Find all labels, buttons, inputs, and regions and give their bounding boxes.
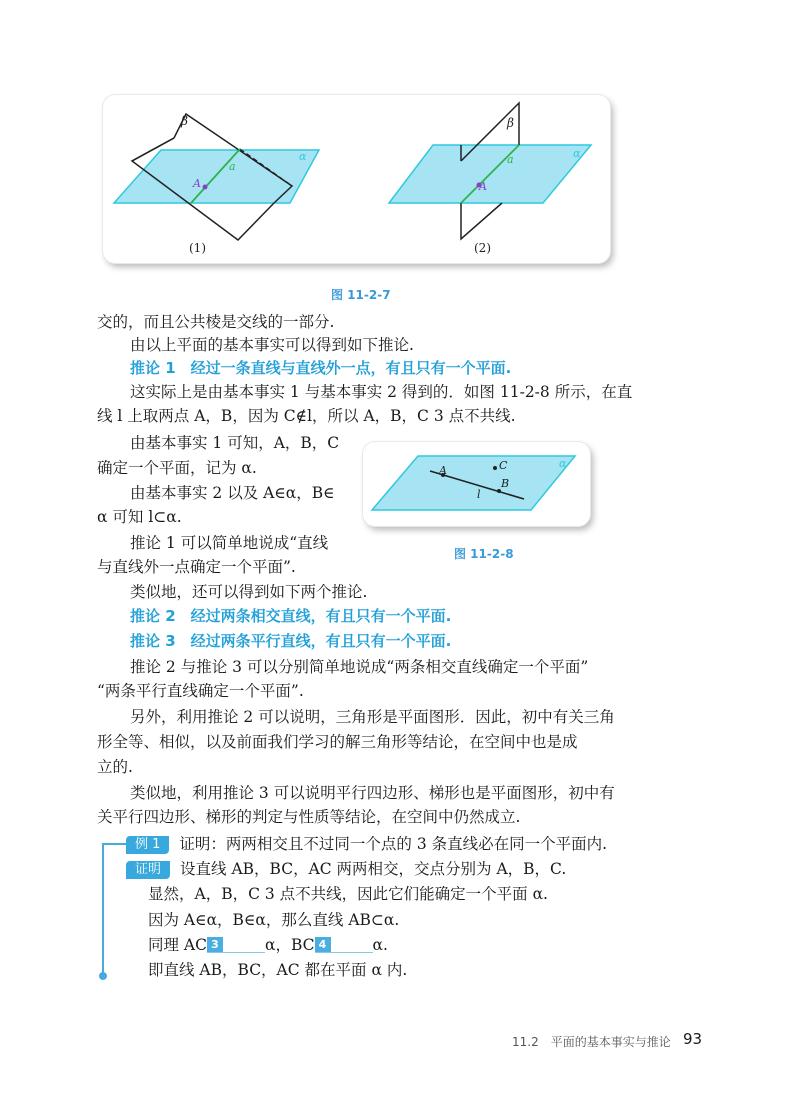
plane-alpha-1 xyxy=(114,150,319,203)
text-line: 形全等、相似，以及前面我们学习的解三角形等结论，在空间中也是成 xyxy=(97,733,578,751)
blank-3-number: 3 xyxy=(207,937,223,952)
proof-line-2: 显然，A，B，C 3 点不共线，因此它们能确定一个平面 α. xyxy=(148,885,548,903)
example-1-statement xyxy=(126,833,607,855)
proof-line-5: 即直线 AB，BC，AC 都在平面 α 内. xyxy=(148,961,408,979)
fill-prefix: 同理 AC xyxy=(148,936,207,954)
point-a-dot-1 xyxy=(203,185,208,190)
section-footer: 11.2 平面的基本事实与推论 xyxy=(512,1035,671,1049)
text-line: 与直线外一点确定一个平面”. xyxy=(97,558,296,576)
example-bracket xyxy=(102,843,126,977)
point-a-label-3: A xyxy=(439,464,447,477)
text-line: 推论 1 可以简单地说成“直线 xyxy=(130,534,329,552)
alpha-label-2: α xyxy=(573,147,581,160)
proof-text: 设直线 AB，BC，AC 两两相交，交点分别为 A，B，C. xyxy=(180,860,567,878)
text-line: 推论 2 与推论 3 可以分别简单地说成“两条相交直线确定一个平面” xyxy=(130,658,589,676)
line-a-label-1: a xyxy=(229,160,236,173)
figure-11-2-8-caption: 图 11-2-8 xyxy=(454,547,514,561)
fill-end: α. xyxy=(372,936,388,954)
text-line: 交的，而且公共棱是交线的一部分. xyxy=(97,313,335,331)
text-line: 类似地，还可以得到如下两个推论. xyxy=(130,583,368,601)
example-tag: 例 1 xyxy=(126,836,169,854)
example-bracket-dot xyxy=(99,972,107,980)
point-c-label: C xyxy=(499,459,508,472)
proof-line-3: 因为 A∈α，B∈α，那么直线 AB⊂α. xyxy=(148,911,400,929)
figure-11-2-8-frame xyxy=(363,442,590,526)
text-line: 这实际上是由基本事实 1 与基本事实 2 得到的．如图 11-2-8 所示，在直 xyxy=(130,383,633,401)
point-c-dot xyxy=(493,466,497,470)
sub-figure-label-2: (2) xyxy=(474,241,491,255)
proof-tag: 证明 xyxy=(126,861,170,879)
text-line: 类似地，利用推论 3 可以说明平行四边形、梯形也是平面图形，初中有 xyxy=(130,784,615,802)
text-line: 由基本事实 2 以及 A∈α，B∈ xyxy=(130,484,335,502)
sub-figure-label-1: (1) xyxy=(189,241,206,255)
plane-beta2-bottom xyxy=(461,203,502,239)
example-statement-text: 证明：两两相交且不过同一个点的 3 条直线必在同一个平面内. xyxy=(179,835,608,853)
figure-11-2-7 xyxy=(103,95,610,263)
proof-line-4 xyxy=(148,934,388,956)
proof-line-1 xyxy=(126,858,566,880)
corollary-1: 推论 1 经过一条直线与直线外一点，有且只有一个平面. xyxy=(130,359,512,377)
point-a-label-1: A xyxy=(193,177,201,190)
line-a-label-2: a xyxy=(507,153,514,166)
figure-11-2-7-caption: 图 11-2-7 xyxy=(331,288,391,302)
point-a-label-2: A xyxy=(479,180,487,193)
fill-mid: α，BC xyxy=(264,936,315,954)
text-line: 另外，利用推论 2 可以说明，三角形是平面图形．因此，初中有关三角 xyxy=(130,708,615,726)
text-line: 确定一个平面，记为 α. xyxy=(97,459,257,477)
beta-label-2: β xyxy=(507,116,514,130)
blank-4-number: 4 xyxy=(315,937,331,952)
text-line: 由以上平面的基本事实可以得到如下推论. xyxy=(130,336,414,354)
alpha-label-1: α xyxy=(299,150,307,163)
point-b-label: B xyxy=(501,477,510,490)
text-line: α 可知 l⊂α. xyxy=(97,508,182,526)
line-l-label: l xyxy=(477,488,481,501)
figure-11-2-7-frame xyxy=(103,95,610,263)
text-line: “两条平行直线确定一个平面”. xyxy=(97,682,304,700)
text-line: 由基本事实 1 可知，A，B，C xyxy=(130,434,340,452)
plane-alpha-3 xyxy=(372,456,575,510)
page-number: 93 xyxy=(683,1030,703,1048)
beta-label-1: β xyxy=(181,114,188,128)
corollary-2: 推论 2 经过两条相交直线，有且只有一个平面. xyxy=(130,607,452,625)
text-line: 立的. xyxy=(97,758,133,776)
figure-11-2-8 xyxy=(363,442,590,526)
blank-4[interactable] xyxy=(315,936,373,953)
blank-3[interactable] xyxy=(207,936,265,953)
corollary-3: 推论 3 经过两条平行直线，有且只有一个平面. xyxy=(130,632,452,650)
text-line: 线 l 上取两点 A，B，因为 C∉l，所以 A，B，C 3 点不共线. xyxy=(97,407,516,425)
alpha-label-3: α xyxy=(559,457,567,470)
text-line: 关平行四边形、梯形的判定与性质等结论，在空间中仍然成立. xyxy=(97,808,521,826)
